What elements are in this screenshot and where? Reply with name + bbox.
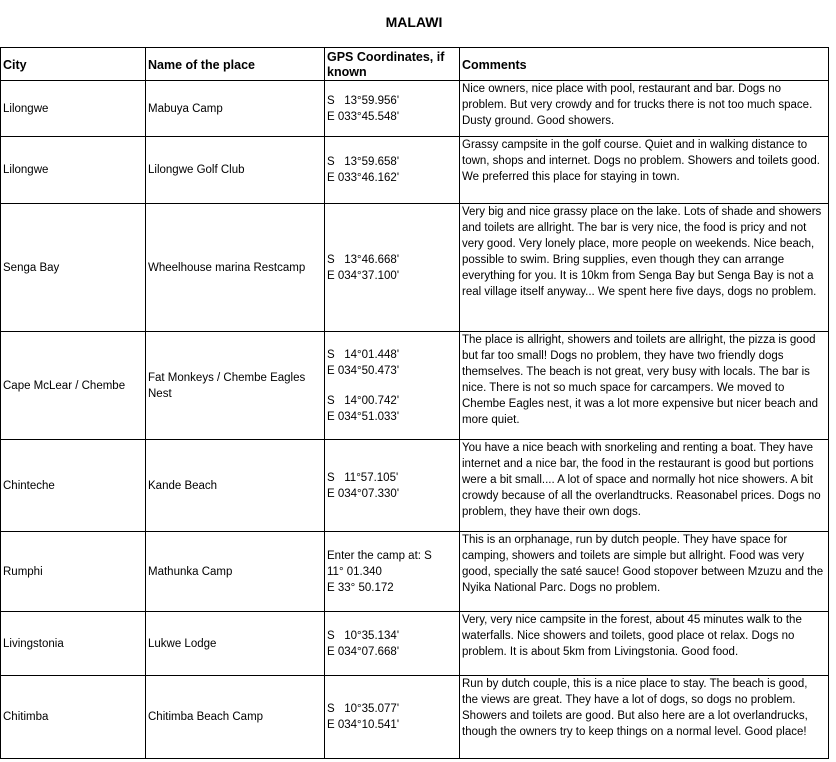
gps-line: E 034°07.330': [327, 487, 400, 500]
gps-cell: [325, 612, 460, 676]
place-cell: Lukwe Lodge: [146, 612, 325, 676]
gps-cell: [325, 440, 460, 532]
comments-cell: Very, very nice campsite in the forest, about 45 minutes walk to the waterfalls. Nice showers and toilets, good place ot relax. Dogs no problem. It is about 5km from Livingstonia. Good food.: [460, 612, 829, 676]
gps-line: S 10°35.077': [327, 703, 400, 715]
table-row: [1, 137, 829, 204]
gps-line: S 14°00.742': [327, 394, 400, 407]
gps-line: Enter the camp at: S: [327, 549, 432, 562]
header-row: [1, 48, 829, 81]
gps-cell: [325, 81, 460, 137]
header-place: Name of the place: [146, 48, 325, 81]
table-row: [1, 81, 829, 137]
place-cell: Mabuya Camp: [146, 81, 325, 137]
gps-line: E 33° 50.172: [327, 581, 394, 594]
header-gps: GPS Coordinates, if known: [325, 48, 460, 81]
gps-line: S 13°46.668': [327, 253, 400, 266]
gps-line: E 034°37.100': [327, 269, 400, 282]
table-row: [1, 612, 829, 676]
place-cell: Fat Monkeys / Chembe Eagles Nest: [146, 332, 325, 440]
page-title: MALAWI: [385, 14, 443, 30]
gps-cell: [325, 332, 460, 440]
gps-line: S 11°57.105': [327, 471, 399, 484]
table-row: [1, 204, 829, 332]
city-cell: Cape McLear / Chembe: [1, 332, 146, 440]
place-cell: Mathunka Camp: [146, 532, 325, 612]
gps-cell: [325, 204, 460, 332]
table-row: [1, 676, 829, 759]
gps-line: E 034°50.473': [327, 364, 400, 377]
gps-cell: [325, 532, 460, 612]
place-cell: Lilongwe Golf Club: [146, 137, 325, 204]
city-cell: Lilongwe: [1, 81, 146, 137]
comments-cell: Grassy campsite in the golf course. Quiet and in walking distance to town, shops and internet. Dogs no problem. Showers and toilets good. We preferred this place for staying in town.: [460, 137, 829, 204]
comments-cell: The place is allright, showers and toilets are allright, the pizza is good but far too small! Dogs no problem, they have two friendly dogs themselves. The beach is not great, very busy with locals. The bar is nice. There is not so much space for carcampers. We moved to Chembe Eagles nest, it was a lot more expensive but nicer beach and more quiet.: [460, 332, 829, 440]
gps-cell: [325, 676, 460, 759]
header-comments: Comments: [460, 48, 829, 81]
table-row: [1, 440, 829, 532]
gps-line: E 034°10.541': [327, 719, 400, 731]
city-cell: Senga Bay: [1, 204, 146, 332]
gps-line: E 034°51.033': [327, 410, 400, 423]
city-cell: Lilongwe: [1, 137, 146, 204]
header-city: City: [1, 48, 146, 81]
city-cell: Livingstonia: [1, 612, 146, 676]
gps-line: E 033°45.548': [327, 110, 400, 123]
city-cell: Chitimba: [1, 676, 146, 759]
comments-cell: This is an orphanage, run by dutch people. They have space for camping, showers and toilets are simple but allright. Food was very good, specially the saté sauce! Good stopover between Mzuzu and the Nyika National Parc. Dogs no problem.: [460, 532, 829, 612]
gps-line: S 13°59.658': [327, 156, 400, 168]
comments-cell: You have a nice beach with snorkeling and renting a boat. They have internet and a nice bar, the food in the restaurant is good but portions were a bit small.... A lot of space and normally hot nice showers. A bit crowdy because of all the overlandtrucks. Reasonabel prices. Dogs no problem, they have their own dogs.: [460, 440, 829, 532]
place-cell: Chitimba Beach Camp: [146, 676, 325, 759]
gps-line: 11° 01.340: [327, 565, 382, 578]
gps-line: S 13°59.956': [327, 94, 400, 107]
gps-line: E 033°46.162': [327, 172, 400, 184]
campsites-table: [0, 47, 829, 759]
table-row: [1, 332, 829, 440]
city-cell: Rumphi: [1, 532, 146, 612]
gps-line: E 034°07.668': [327, 645, 400, 658]
gps-line: S 14°01.448': [327, 348, 400, 361]
gps-line: S 10°35.134': [327, 629, 400, 642]
table-row: [1, 532, 829, 612]
place-cell: Kande Beach: [146, 440, 325, 532]
comments-cell: Run by dutch couple, this is a nice place to stay. The beach is good, the views are great. They have a lot of dogs, so dogs no problem. Showers and toilets are good. But also here are a lot overlandrucks, though the owners try to keep things on a normal level. Good place!: [460, 676, 829, 759]
comments-cell: Very big and nice grassy place on the lake. Lots of shade and showers and toilets are allright. The bar is very nice, the food is pricy and not very good. Very lonely place, more people on weekends. Nice beach, possible to swim. Bring supplies, even though they can arrange everything for you. It is 10km from Senga Bay but Senga Bay is not a real village itself anyway... We spent here five days, dogs no problem.: [460, 204, 829, 332]
gps-cell: [325, 137, 460, 204]
city-cell: Chinteche: [1, 440, 146, 532]
place-cell: Wheelhouse marina Restcamp: [146, 204, 325, 332]
comments-cell: Nice owners, nice place with pool, restaurant and bar. Dogs no problem. But very crowdy and for trucks there is not too much space. Dusty ground. Good showers.: [460, 81, 829, 137]
